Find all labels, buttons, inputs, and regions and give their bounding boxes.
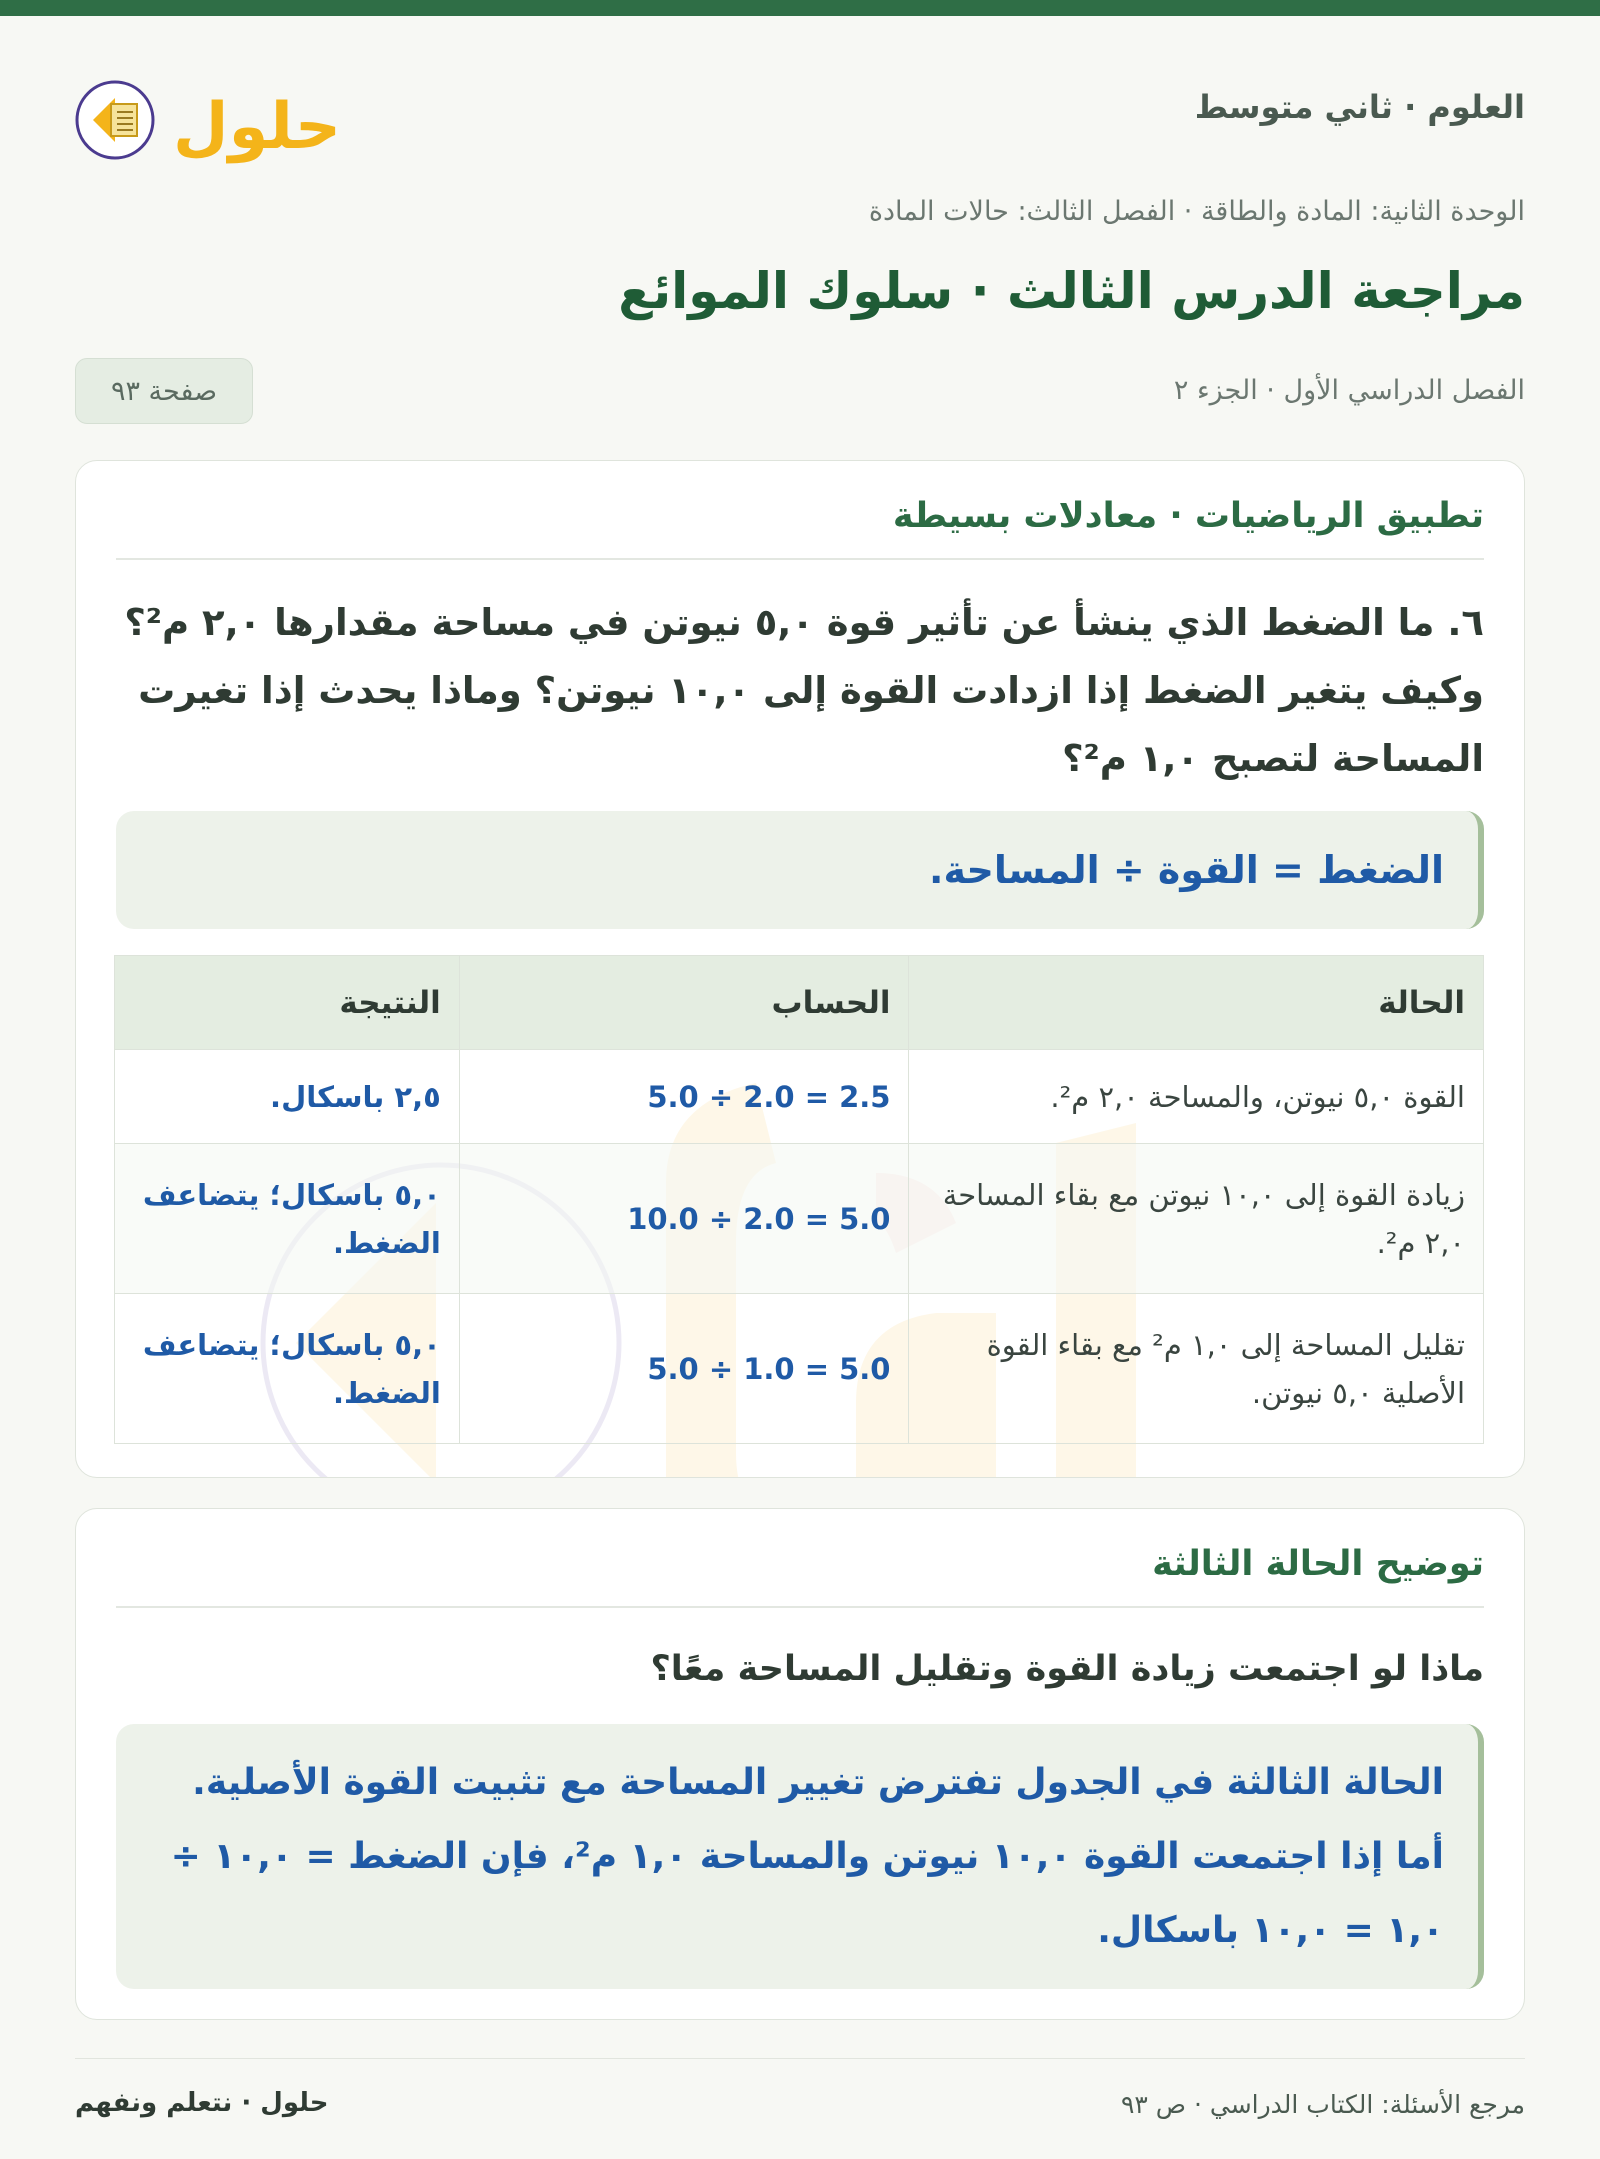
calc-cell (459, 1294, 909, 1444)
formula-box (116, 811, 1484, 929)
footer-divider (75, 2058, 1525, 2059)
section-heading: توضيح الحالة الثالثة (116, 1544, 1484, 1608)
calc-expression: 10.0 ÷ 2.0 = 5.0 (627, 1201, 891, 1236)
section-heading: تطبيق الرياضيات · معادلات بسيطة (116, 496, 1484, 560)
hulul-logo (75, 60, 345, 180)
calc-expression: 5.0 ÷ 2.0 = 2.5 (647, 1079, 891, 1114)
case-cell: زيادة القوة إلى ١٠,٠ نيوتن مع بقاء المساحة ٢,٠ م². (909, 1144, 1484, 1294)
third-case-explanation-card (75, 1508, 1525, 2020)
page-title: مراجعة الدرس الثالث · سلوك الموائع (618, 262, 1525, 320)
case-cell: القوة ٥,٠ نيوتن، والمساحة ٢,٠ م². (909, 1050, 1484, 1144)
calc-cell (459, 1050, 909, 1144)
question-text: ٦. ما الضغط الذي ينشأ عن تأثير قوة ٥,٠ نيوتن في مساحة مقدارها ٢,٠ م²؟ وكيف يتغير الضغط إذا ازدادت القوة إلى ١٠,٠ نيوتن؟ وماذا يحدث إذا تغيرت المساحة لتصبح ١,٠ م²؟ (124, 601, 1484, 780)
unit-breadcrumb: الوحدة الثانية: المادة والطاقة · الفصل الثالث: حالات المادة (868, 196, 1525, 227)
question-text: ماذا لو اجتمعت زيادة القوة وتقليل المساحة معًا؟ (650, 1649, 1484, 1689)
top-accent-bar (0, 0, 1600, 16)
table-row (115, 1050, 1484, 1144)
calc-expression: 5.0 ÷ 1.0 = 5.0 (647, 1351, 891, 1386)
calc-cell (459, 1144, 909, 1294)
formula-text: الضغط = القوة ÷ المساحة. (929, 848, 1444, 892)
semester-label: الفصل الدراسي الأول · الجزء ٢ (1173, 375, 1525, 406)
answer-text: الحالة الثالثة في الجدول تفترض تغيير المساحة مع تثبيت القوة الأصلية. أما إذا اجتمعت القوة ١٠,٠ نيوتن والمساحة ١,٠ م²، فإن الضغط = ١٠,٠ ÷ ١,٠ = ١٠,٠ باسكال. (170, 1762, 1444, 1951)
table-row (115, 1144, 1484, 1294)
subject-label: العلوم · ثاني متوسط (1194, 88, 1525, 126)
table-row (115, 1294, 1484, 1444)
result-cell: ٥,٠ باسكال؛ يتضاعف الضغط. (115, 1144, 460, 1294)
footer-brand: حلول · نتعلم ونفهم (75, 2088, 329, 2118)
table-header-calc: الحساب (459, 956, 909, 1050)
logo-text: حلول (173, 90, 341, 164)
page-header (75, 60, 1525, 180)
table-header-result: النتيجة (115, 956, 460, 1050)
page-number-badge: صفحة ٩٣ (75, 358, 253, 424)
answer-box (116, 1724, 1484, 1989)
case-cell: تقليل المساحة إلى ١,٠ م² مع بقاء القوة الأصلية ٥,٠ نيوتن. (909, 1294, 1484, 1444)
result-cell: ٥,٠ باسكال؛ يتضاعف الضغط. (115, 1294, 460, 1444)
table-header-case: الحالة (909, 956, 1484, 1050)
math-application-card (75, 460, 1525, 1478)
result-cell: ٢,٥ باسكال. (115, 1050, 460, 1144)
footer-reference: مرجع الأسئلة: الكتاب الدراسي · ص ٩٣ (1120, 2090, 1525, 2119)
calculation-table (114, 955, 1484, 1444)
